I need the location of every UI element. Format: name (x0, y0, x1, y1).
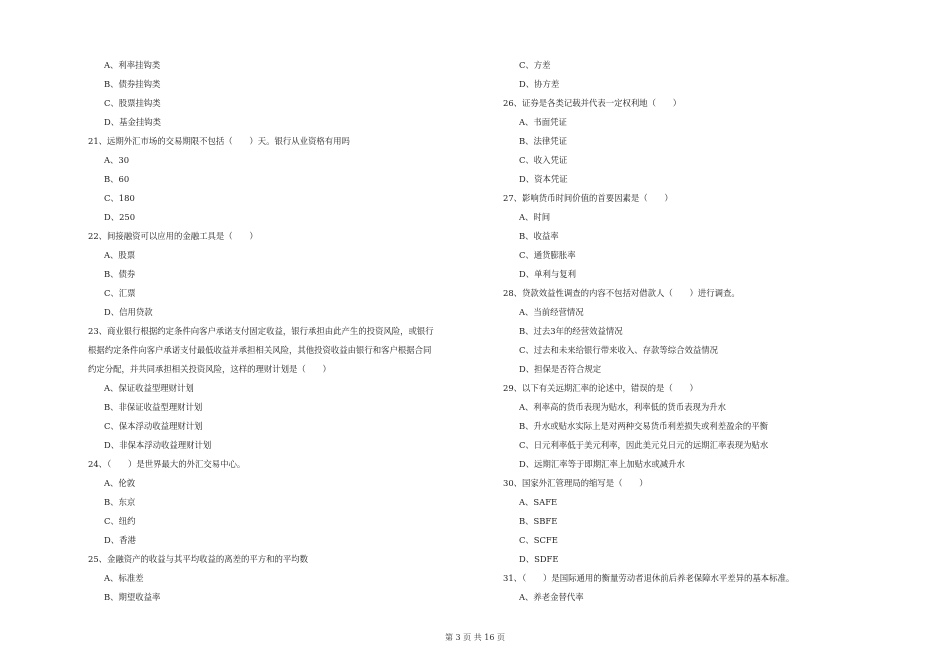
answer-option: D、担保是否符合规定 (519, 364, 602, 374)
answer-option: A、养老金替代率 (519, 592, 584, 602)
answer-option: A、SAFE (519, 497, 558, 507)
answer-option: C、汇票 (104, 288, 136, 298)
answer-option: C、股票挂钩类 (104, 98, 161, 108)
answer-option: D、信用贷款 (104, 307, 153, 317)
answer-option: B、SBFE (519, 516, 558, 526)
answer-option: B、非保证收益型理财计划 (104, 402, 203, 412)
answer-option: C、方差 (519, 60, 551, 70)
answer-option: D、远期汇率等于即期汇率上加贴水或减升水 (519, 459, 685, 469)
answer-option: A、伦敦 (104, 478, 136, 488)
question-text: 25、金融资产的收益与其平均收益的离差的平方和的平均数 (88, 554, 309, 564)
answer-option: B、收益率 (519, 231, 559, 241)
answer-option: D、单利与复利 (519, 269, 576, 279)
answer-option: C、过去和未来给银行带来收入、存款等综合效益情况 (519, 345, 719, 355)
answer-option: A、利率挂钩类 (104, 60, 161, 70)
answer-option: A、30 (104, 155, 130, 165)
left-column (88, 56, 478, 607)
question-text: 21、远期外汇市场的交易期限不包括（ ）天。银行从业资格有用吗 (88, 136, 350, 146)
answer-option: D、非保本浮动收益理财计划 (104, 440, 212, 450)
question-text: 28、贷款效益性调查的内容不包括对借款人（ ）进行调查。 (503, 288, 740, 298)
answer-option: C、日元利率低于美元利率，因此美元兑日元的远期汇率表现为贴水 (519, 440, 769, 450)
answer-option: D、资本凭证 (519, 174, 568, 184)
answer-option: A、保证收益型理财计划 (104, 383, 194, 393)
answer-option: C、收入凭证 (519, 155, 568, 165)
question-text: 30、国家外汇管理局的缩写是（ ） (503, 478, 648, 488)
question-text: 23、商业银行根据约定条件向客户承诺支付固定收益，银行承担由此产生的投资风险，或银行 (88, 326, 434, 336)
answer-option: A、当前经营情况 (519, 307, 584, 317)
question-text: 约定分配，并共同承担相关投资风险，这样的理财计划是（ ） (88, 364, 331, 374)
answer-option: C、通货膨胀率 (519, 250, 576, 260)
answer-option: C、180 (104, 193, 135, 203)
answer-option: B、东京 (104, 497, 136, 507)
question-text: 26、证券是各类记载并代表一定权利地（ ） (503, 98, 682, 108)
question-text: 22、间接融资可以应用的金融工具是（ ） (88, 231, 258, 241)
answer-option: D、250 (104, 212, 136, 222)
answer-option: C、SCFE (519, 535, 558, 545)
answer-option: C、保本浮动收益理财计划 (104, 421, 203, 431)
question-text: 31、（ ）是国际通用的衡量劳动者退休前后养老保障水平差异的基本标准。 (503, 573, 795, 583)
answer-option: D、SDFE (519, 554, 559, 564)
answer-option: A、时间 (519, 212, 551, 222)
question-text: 29、以下有关远期汇率的论述中，错误的是（ ） (503, 383, 698, 393)
answer-option: A、书面凭证 (519, 117, 567, 127)
question-text: 根据约定条件向客户承诺支付最低收益并承担相关风险，其他投资收益由银行和客户根据合同 (88, 345, 432, 355)
answer-option: B、期望收益率 (104, 592, 161, 602)
answer-option: D、基金挂钩类 (104, 117, 161, 127)
answer-option: D、香港 (104, 535, 136, 545)
answer-option: B、法律凭证 (519, 136, 568, 146)
question-text: 24、（ ）是世界最大的外汇交易中心。 (88, 459, 246, 469)
answer-option: A、标准差 (104, 573, 144, 583)
answer-option: B、债券 (104, 269, 136, 279)
answer-option: B、60 (104, 174, 130, 184)
answer-option: B、升水或贴水实际上是对两种交易货币利差损失或利差盈余的平衡 (519, 421, 769, 431)
answer-option: A、股票 (104, 250, 136, 260)
answer-option: B、过去3年的经营效益情况 (519, 326, 623, 336)
answer-option: B、债券挂钩类 (104, 79, 161, 89)
question-text: 27、影响货币时间价值的首要因素是（ ） (503, 193, 673, 203)
answer-option: A、利率高的货币表现为贴水，利率低的货币表现为升水 (519, 402, 727, 412)
answer-option: D、协方差 (519, 79, 560, 89)
page-footer: 第 3 页 共 16 页 (445, 633, 505, 642)
right-column (503, 56, 903, 607)
answer-option: C、纽约 (104, 516, 136, 526)
